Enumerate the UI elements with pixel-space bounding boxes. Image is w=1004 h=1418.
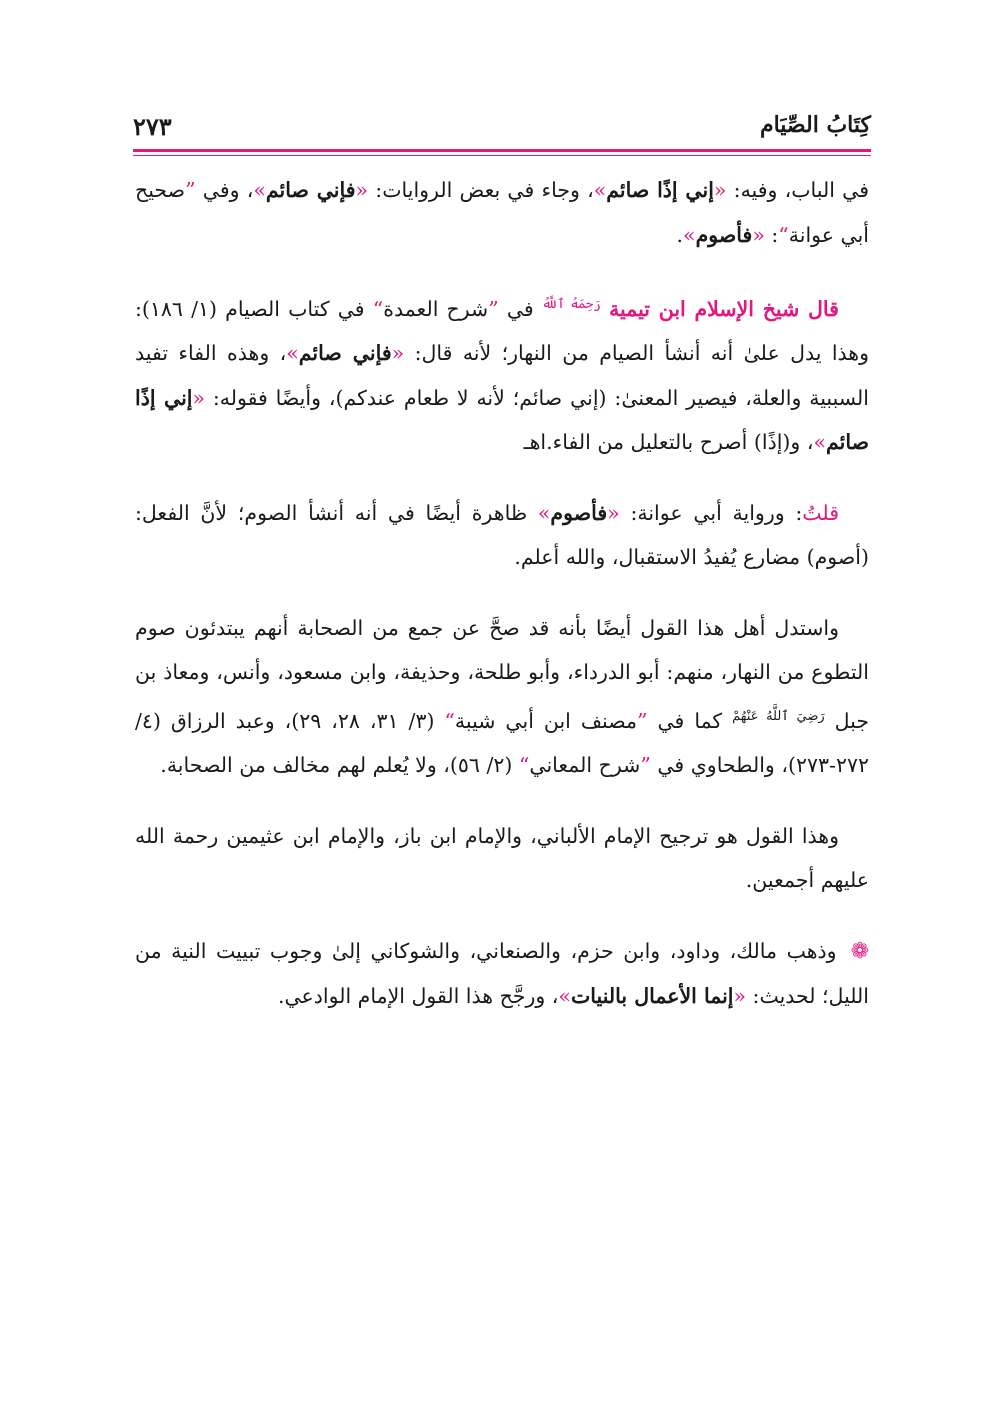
text-span: في	[498, 296, 542, 321]
quote-mark: «	[713, 178, 727, 202]
book-title-ref: صحيح أبي عوانة	[135, 178, 869, 247]
quote-mark: »	[253, 178, 266, 202]
book-title-ref: مصنف ابن أبي شيبة	[454, 708, 638, 733]
honorific: رَحِمَهُ ٱللَّهُ	[541, 297, 601, 312]
quote-mark: »	[593, 178, 607, 202]
header-rule-thick	[133, 149, 871, 152]
quote-mark: »	[813, 430, 826, 455]
text-span: في كتاب الصيام (١/ ١٨٦): وهذا يدل علىٰ أنه أنشأ الصيام من النهار؛ لأنه قال:	[135, 296, 869, 366]
scholar-name: قال شيخ الإسلام ابن تيمية	[609, 296, 839, 321]
hadith-quote: إنما الأعمال بالنيات	[570, 984, 734, 1009]
paragraph-2	[135, 283, 869, 465]
text-span: وذهب مالك، وداود، وابن حزم، والصنعاني، والشوكاني إلىٰ وجوب تبييت النية من الليل؛ لحديث:	[135, 938, 869, 1009]
quote-mark: «	[391, 341, 405, 366]
book-quote-mark: ”	[640, 753, 651, 778]
text-span: : ورواية أبي عوانة:	[619, 500, 803, 525]
hadith-quote: فأصوم	[550, 500, 608, 525]
text-span: (٢/ ٥٦)، ولا يُعلم لهم مخالف من الصحابة.	[160, 753, 519, 778]
header-rule-thin	[133, 155, 871, 156]
book-quote-mark: ”	[185, 178, 196, 202]
text-span: واستدل أهل هذا القول أيضًا بأنه قد صحَّ عن جمع من الصحابة أنهم يبتدئون صوم التطوع من النهار، منهم: أبو الدرداء، وأبو طلحة، وحذيفة، وابن مسعود، وأنس، ومعاذ بن جبل	[135, 615, 870, 733]
paragraph-4	[135, 606, 869, 788]
page-body	[135, 168, 869, 1045]
hadith-quote: إني إذًا صائم	[606, 178, 714, 202]
quote-mark: »	[537, 500, 551, 525]
quote-mark: »	[683, 222, 696, 247]
quote-mark: »	[286, 341, 299, 366]
page-header	[133, 112, 871, 144]
hadith-quote: فأصوم	[695, 222, 753, 247]
quote-mark: «	[192, 385, 206, 410]
hadith-quote: إني إذًا صائم	[135, 385, 869, 455]
text-span: .	[676, 222, 684, 247]
book-quote-mark: ”	[488, 296, 499, 321]
book-quote-mark: “	[372, 296, 384, 321]
text-span: ، وفي	[195, 178, 254, 202]
book-quote-mark: “	[444, 708, 455, 733]
quote-mark: »	[558, 984, 571, 1009]
hadith-quote: فإني صائم	[265, 178, 356, 202]
author-note-label: قلتُ	[802, 500, 839, 525]
page-number: ٢٧٣	[133, 112, 172, 141]
text-span: ، وجاء في بعض الروايات:	[368, 178, 594, 202]
quote-mark: «	[607, 500, 620, 525]
book-title: كِتَابُ الصِّيَام	[759, 112, 871, 138]
book-quote-mark: “	[518, 753, 530, 778]
text-span: ، ورجَّح هذا القول الإمام الوادعي.	[277, 984, 559, 1009]
text-span: كما في	[647, 708, 733, 733]
hadith-quote: فإني صائم	[298, 341, 392, 366]
quote-mark: «	[355, 178, 369, 202]
honorific: رَضِيَ ٱللَّهُ عَنْهُمْ	[732, 708, 825, 724]
quote-mark: «	[752, 222, 765, 247]
paragraph-1	[135, 168, 869, 257]
text-span: (٣/ ٣١، ٢٨، ٢٩)، وعبد الرزاق (٤/ ٢٧٢-٢٧٣)، والطحاوي في	[135, 708, 869, 778]
text-span: وهذا القول هو ترجيح الإمام الألباني، والإمام ابن باز، والإمام ابن عثيمين رحمة الله عليهم أجمعين.	[135, 823, 869, 893]
text-span: ، وهذه الفاء تفيد السببية والعلة، فيصير المعنىٰ: (إني صائم؛ لأنه لا طعام عندكم)، وأيضًا فقوله:	[135, 341, 870, 410]
book-quote-mark: ”	[637, 708, 648, 733]
text-span: في الباب، وفيه:	[726, 178, 869, 202]
book-quote-mark: “	[778, 222, 789, 247]
paragraph-3	[135, 491, 869, 580]
text-span: :	[764, 222, 779, 247]
flower-icon: ❁	[850, 938, 869, 964]
paragraph-6	[135, 929, 869, 1019]
paragraph-5	[135, 814, 869, 903]
text-span: ، و(إذًا) أصرح بالتعليل من الفاء.اهـ	[523, 430, 814, 455]
quote-mark: «	[733, 984, 747, 1009]
book-title-ref: شرح المعاني	[529, 753, 641, 778]
book-title-ref: شرح العمدة	[383, 296, 489, 321]
text-span: ظاهرة أيضًا في أنه أنشأ الصوم؛ لأنَّ الفعل: (أصوم) مضارع يُفيدُ الاستقبال، والله أعلم.	[135, 500, 869, 570]
